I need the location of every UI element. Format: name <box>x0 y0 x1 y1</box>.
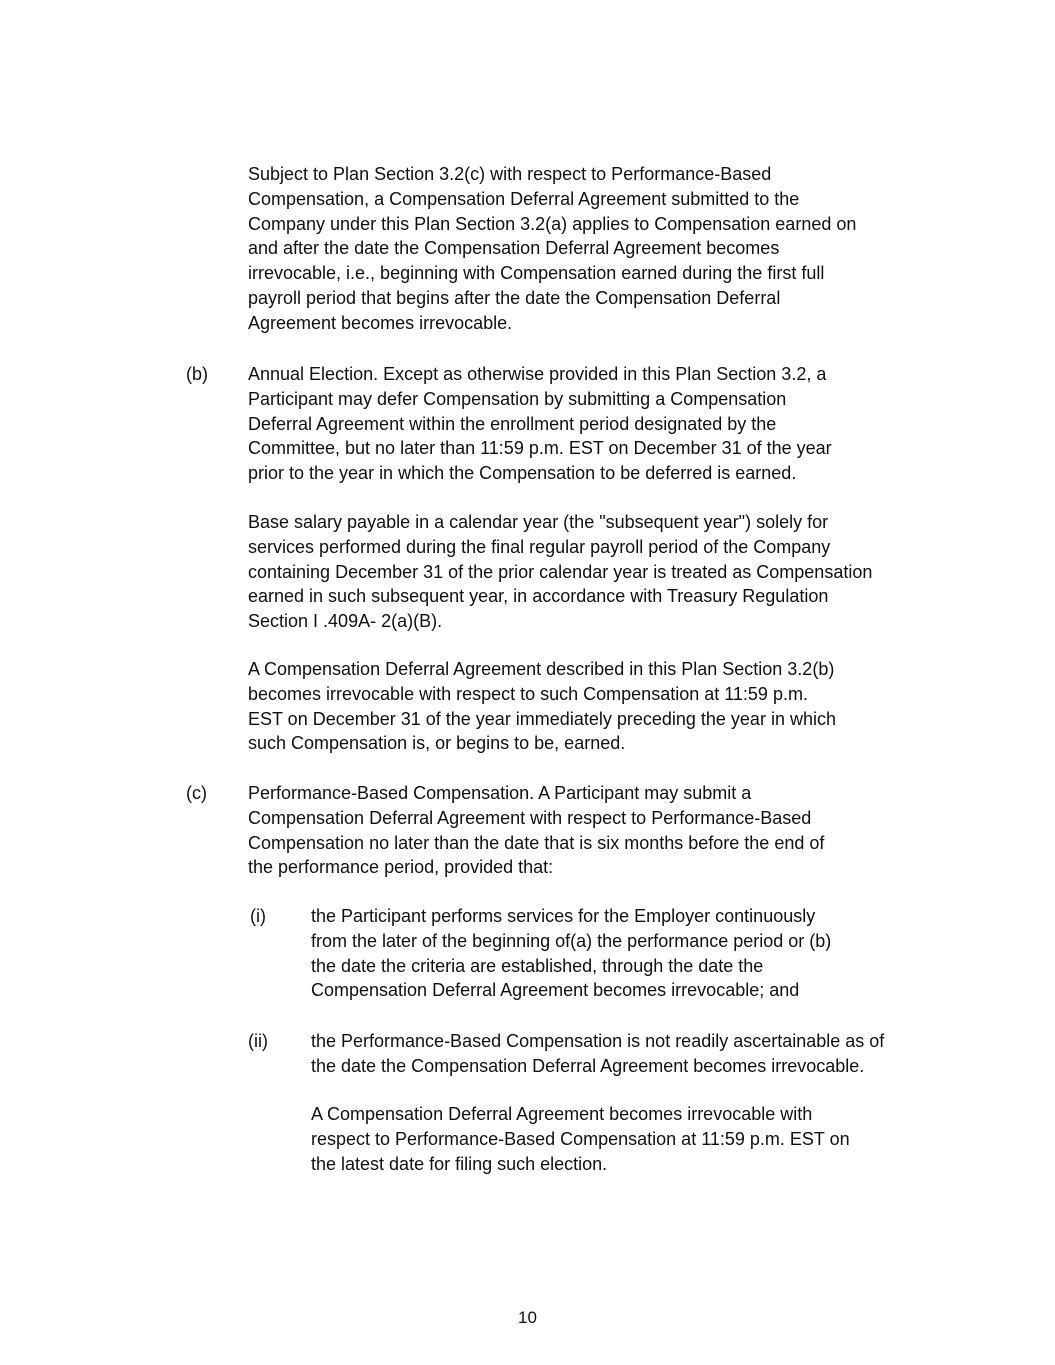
text-line: Performance-Based Compensation. A Participant may submit a <box>248 783 752 803</box>
text-line: Company under this Plan Section 3.2(a) applies to Compensation earned on <box>248 213 857 234</box>
text-line: the date the Compensation Deferral Agreement becomes irrevocable. <box>311 1055 865 1076</box>
section-c-marker: (c) <box>186 783 207 803</box>
text-line: services performed during the final regular payroll period of the Company <box>248 536 831 557</box>
text-line: containing December 31 of the prior calendar year is treated as Compensation <box>248 561 873 582</box>
section-b-annual-election <box>248 362 832 486</box>
text-line: and after the date the Compensation Deferral Agreement becomes <box>248 238 780 259</box>
text-line: the performance period, provided that: <box>248 857 554 878</box>
text-line: payroll period that begins after the date the Compensation Deferral <box>248 287 781 308</box>
item-ii-marker: (ii) <box>248 1031 268 1051</box>
text-line: such Compensation is, or begins to be, earned. <box>248 733 626 754</box>
item-ii-paragraph <box>311 1029 884 1079</box>
text-line: Participant may defer Compensation by submitting a Compensation <box>248 388 787 409</box>
section-b-marker: (b) <box>186 364 208 384</box>
text-line: Agreement becomes irrevocable. <box>248 312 513 333</box>
item-i-paragraph <box>311 904 831 1003</box>
text-line: prior to the year in which the Compensation to be deferred is earned. <box>248 463 797 484</box>
text-line: Compensation Deferral Agreement becomes irrevocable; and <box>311 980 800 1001</box>
text-line: the Performance-Based Compensation is not readily ascertainable as of <box>311 1031 885 1051</box>
text-line: Section I .409A- 2(a)(B). <box>248 611 443 632</box>
text-line: Compensation no later than the date that is six months before the end of <box>248 832 825 853</box>
text-line: respect to Performance-Based Compensation at 11:59 p.m. EST on <box>311 1128 850 1149</box>
section-c-performance-based <box>248 781 824 880</box>
item-i-marker: (i) <box>250 906 266 926</box>
text-line: the date the criteria are established, through the date the <box>311 955 764 976</box>
text-line: Compensation Deferral Agreement with respect to Performance-Based <box>248 807 812 828</box>
intro-paragraph <box>248 162 856 336</box>
section-b-base-salary <box>248 510 872 634</box>
text-line: Base salary payable in a calendar year (the "subsequent year") solely for <box>248 512 829 532</box>
text-line: becomes irrevocable with respect to such Compensation at 11:59 p.m. <box>248 683 808 704</box>
text-line: A Compensation Deferral Agreement becomes irrevocable with <box>311 1104 813 1124</box>
text-line: the Participant performs services for the Employer continuously <box>311 906 816 926</box>
page-number: 10 <box>518 1308 537 1327</box>
text-line: Compensation, a Compensation Deferral Agreement submitted to the <box>248 188 800 209</box>
text-line: Annual Election. Except as otherwise provided in this Plan Section 3.2, a <box>248 364 827 384</box>
text-line: A Compensation Deferral Agreement described in this Plan Section 3.2(b) <box>248 659 835 679</box>
text-line: earned in such subsequent year, in accordance with Treasury Regulation <box>248 586 829 607</box>
text-line: the latest date for filing such election. <box>311 1153 608 1174</box>
text-line: Committee, but no later than 11:59 p.m. EST on December 31 of the year <box>248 438 832 459</box>
section-c-final-paragraph <box>311 1102 850 1176</box>
text-line: irrevocable, i.e., beginning with Compensation earned during the first full <box>248 263 825 284</box>
text-line: Subject to Plan Section 3.2(c) with respect to Performance-Based <box>248 164 772 184</box>
text-line: EST on December 31 of the year immediately preceding the year in which <box>248 708 836 729</box>
text-line: from the later of the beginning of(a) the performance period or (b) <box>311 930 832 951</box>
section-b-irrevocable <box>248 657 836 756</box>
text-line: Deferral Agreement within the enrollment period designated by the <box>248 413 777 434</box>
